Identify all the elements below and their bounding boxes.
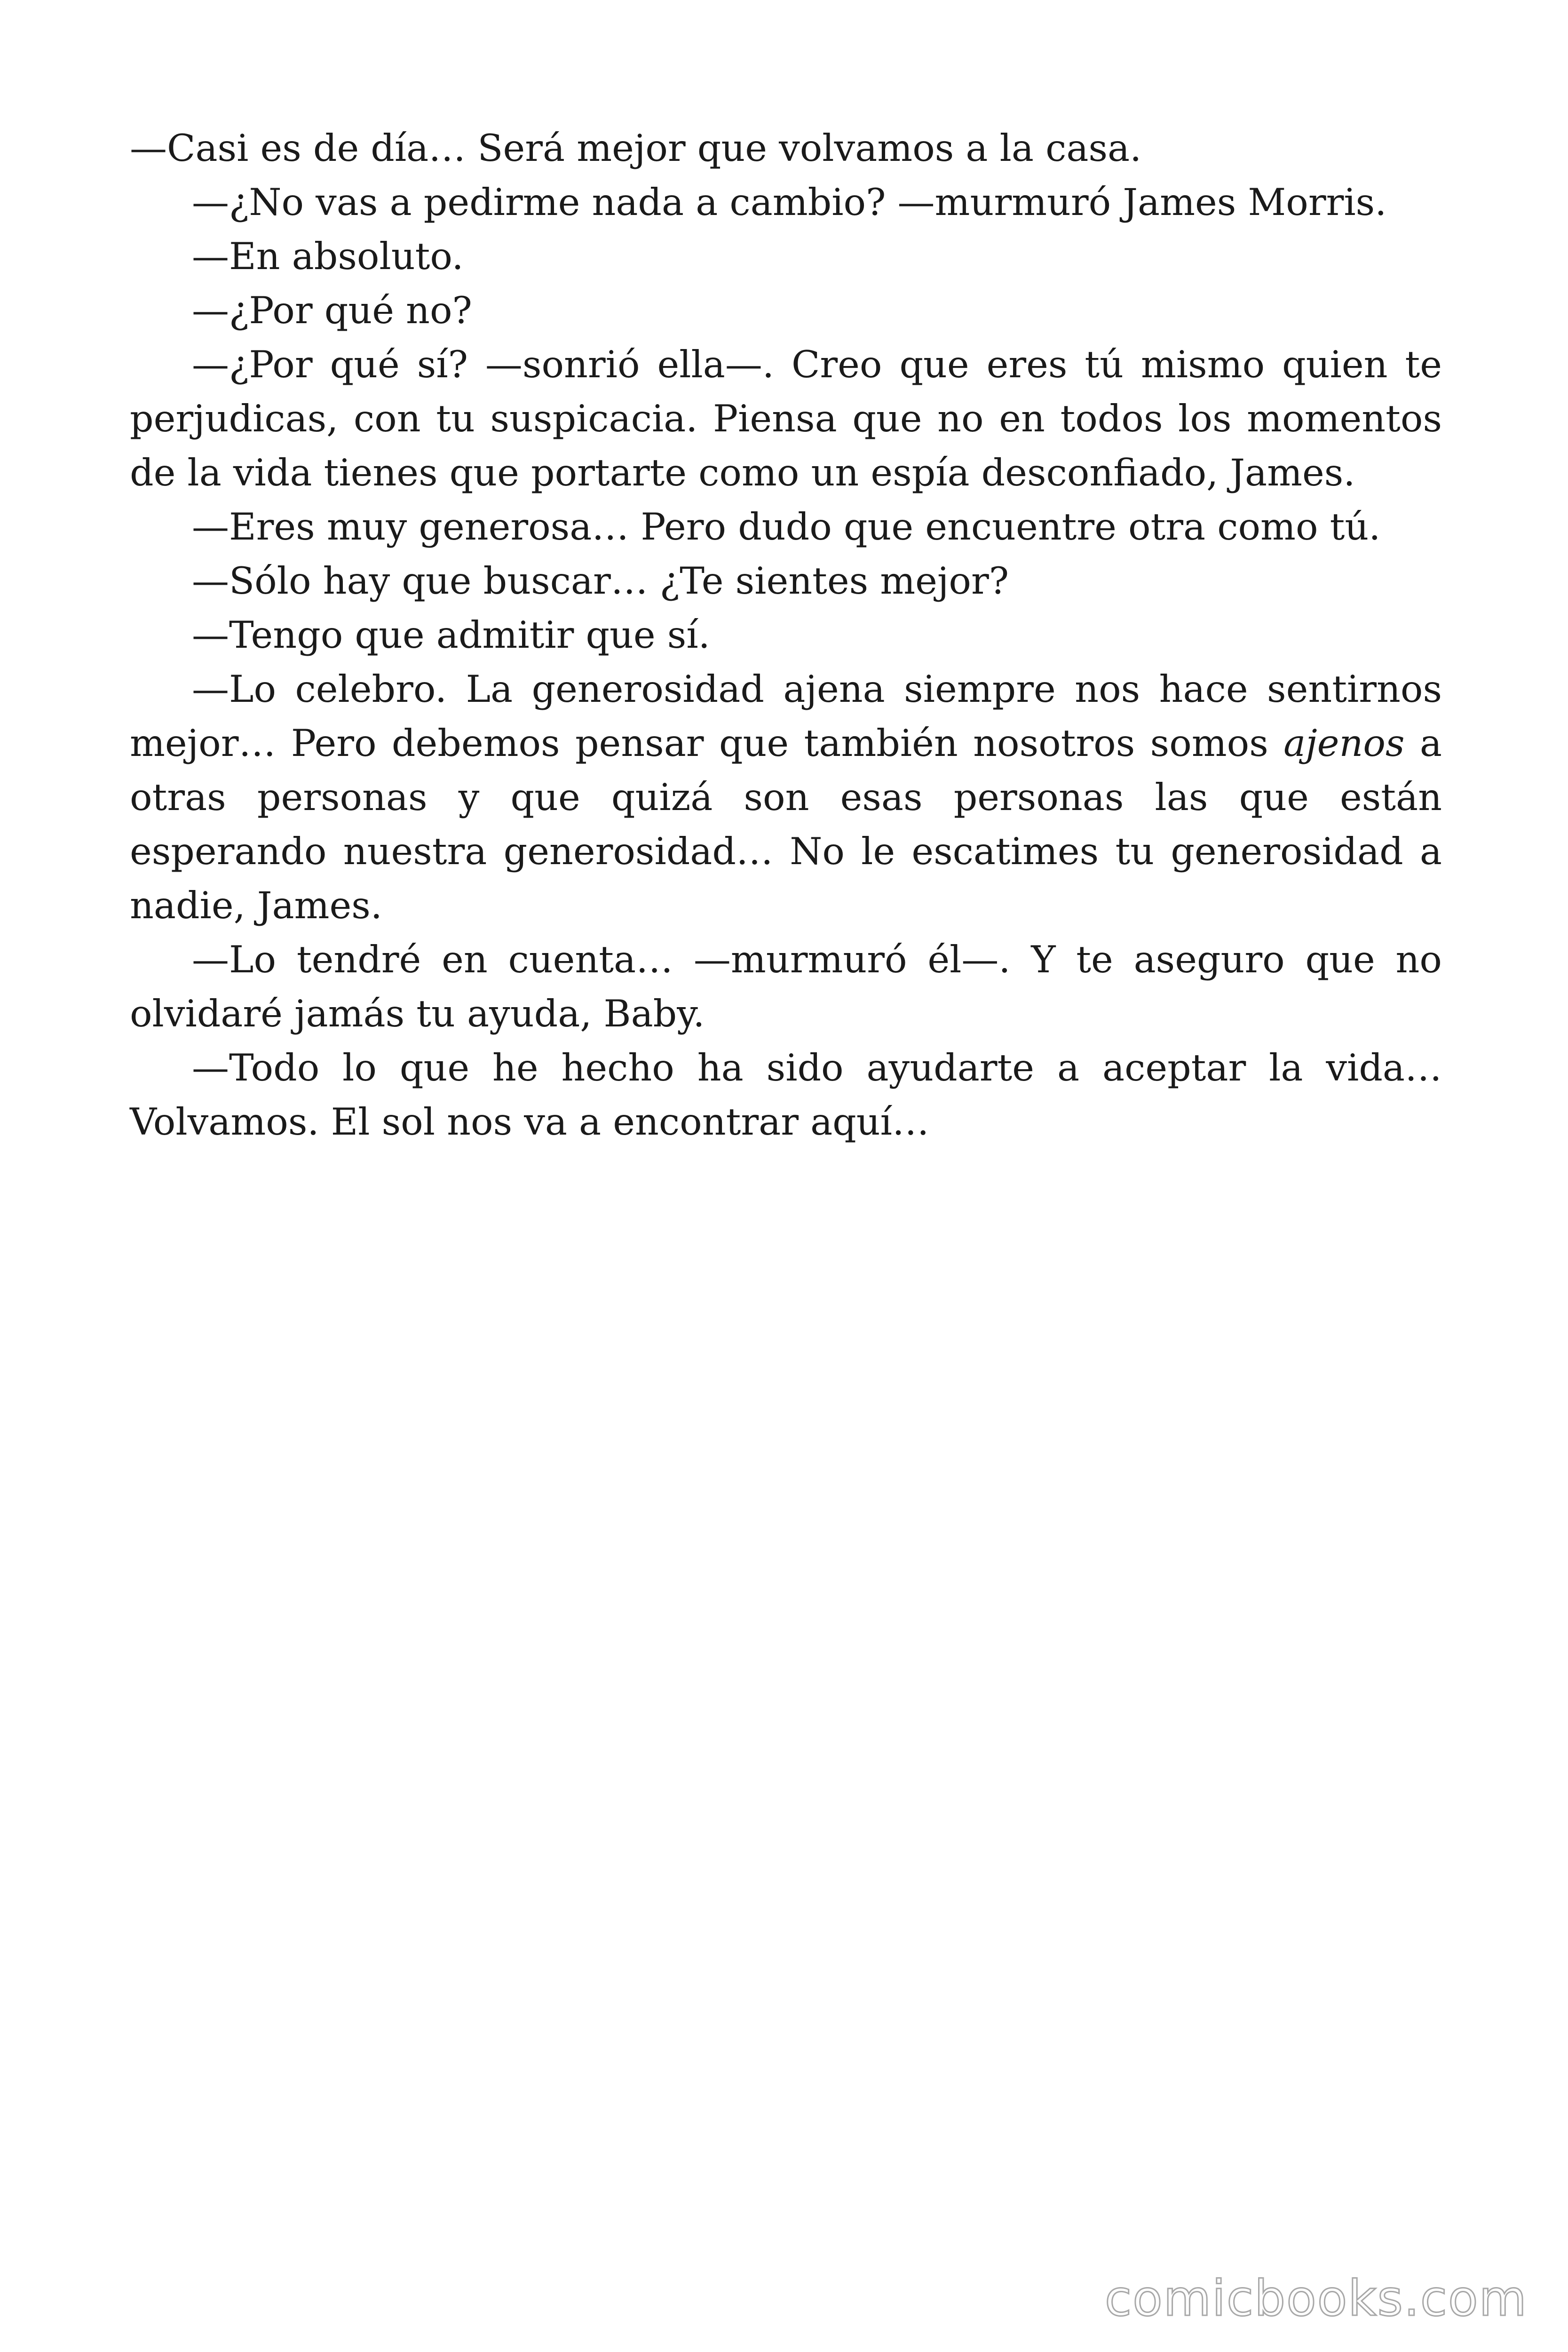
paragraph: —Casi es de día… Será mejor que volvamos a la casa. — [130, 127, 1142, 170]
paragraph: —Lo tendré en cuenta… —murmuró él—. Y te aseguro que no olvidaré jamás tu ayuda, Baby. — [130, 938, 1442, 1035]
emphasized-word: ajenos — [1283, 722, 1405, 765]
body-text — [130, 121, 1442, 1149]
paragraph: —¿Por qué sí? —sonrió ella—. Creo que eres tú mismo quien te perjudicas, con tu suspicacia. Piensa que no en todos los momentos de la vida tienes que portarte como un espía desconfiado, James. — [130, 343, 1442, 494]
paragraph: —Sólo hay que buscar… ¿Te sientes mejor? — [192, 559, 1009, 603]
paragraph: —Eres muy generosa… Pero dudo que encuentre otra como tú. — [192, 505, 1381, 548]
watermark: comicbooks.com — [1104, 2270, 1528, 2327]
paragraph: —Tengo que admitir que sí. — [192, 613, 710, 657]
paragraph-text-after: a otras personas y que quizá son esas personas las que están esperando nuestra generosidad… No le escatimes tu generosidad a nadie, James. — [130, 722, 1442, 927]
paragraph: —¿Por qué no? — [192, 289, 472, 332]
paragraph: —Todo lo que he hecho ha sido ayudarte a aceptar la vida… Volvamos. El sol nos va a encontrar aquí… — [130, 1046, 1442, 1144]
paragraph — [130, 662, 1442, 933]
paragraph: —En absoluto. — [192, 235, 464, 278]
paragraph: —¿No vas a pedirme nada a cambio? —murmuró James Morris. — [192, 181, 1387, 224]
paragraph-text-before: —Lo celebro. La generosidad ajena siempre nos hace sentirnos mejor… Pero debemos pensar que también nosotros somos — [130, 667, 1442, 765]
